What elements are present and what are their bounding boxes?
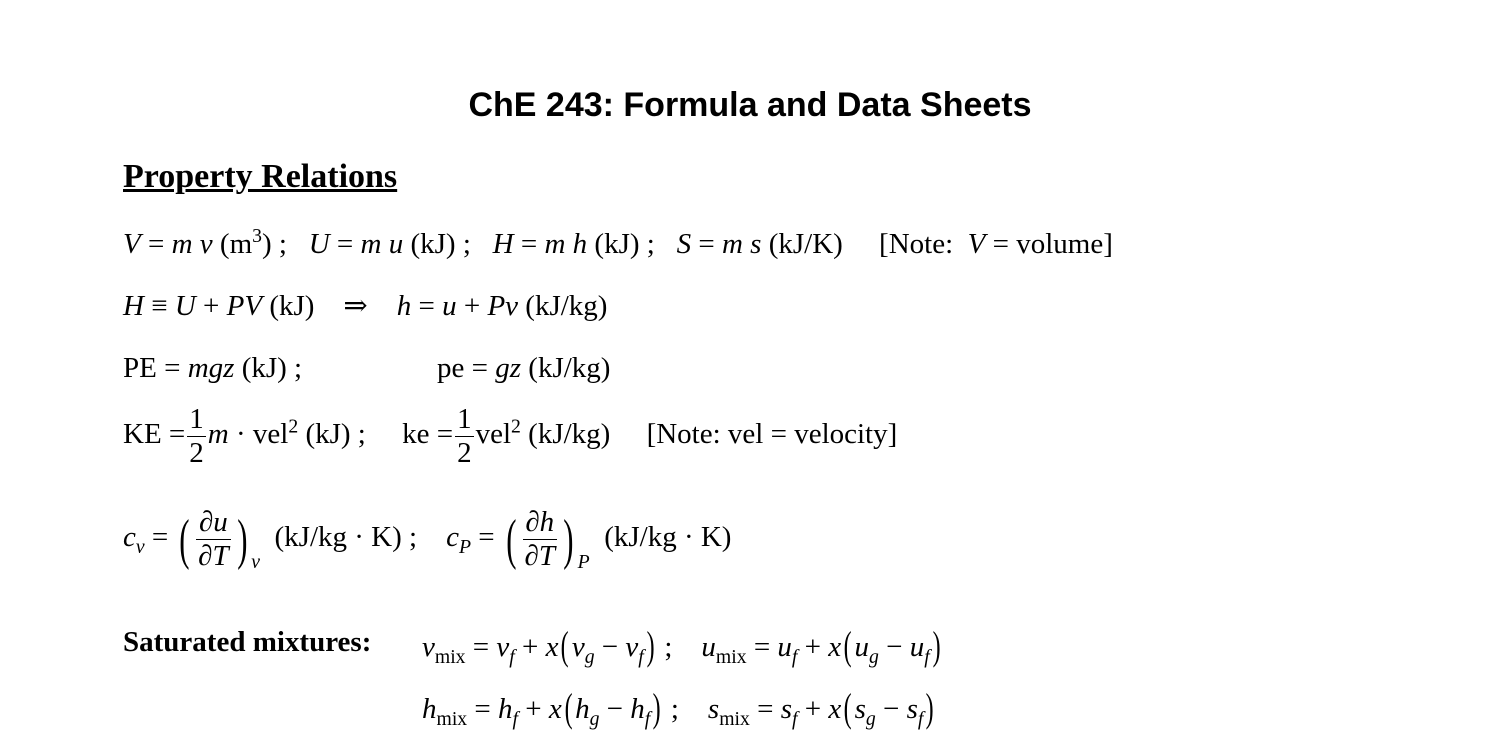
cp-unit: (kJ/kg · K) bbox=[604, 521, 732, 554]
s-unit: (kJ/K) bbox=[768, 228, 843, 260]
note-open: [Note: bbox=[879, 228, 954, 260]
one-half-fraction: $\frac{1}{2}$ bbox=[189, 403, 204, 469]
equation-kinetic-energy: KE = $\frac{1}{2}$ m · vel$^2$ (kJ) ; ke = $\frac{1}{2}$ vel$^2$ (kJ/kg) [Note: vel = velocity] bbox=[123, 403, 898, 469]
note-velocity: [Note: vel = velocity] bbox=[646, 418, 898, 451]
enthalpy-unit: (kJ) bbox=[269, 290, 315, 322]
cv-unit: (kJ/kg · K) ; bbox=[274, 521, 418, 554]
specific-enthalpy-unit: (kJ/kg) bbox=[525, 290, 608, 322]
equation-potential-energy: PE = mgz (kJ) ; bbox=[123, 352, 303, 384]
note-volume: = volume] bbox=[992, 228, 1113, 260]
equation-mixture-v-u: $v_{mix} = v_f + x(v_g - v_f)$ ; $u_{mix} = u_f + x(u_g - u_f)$ bbox=[422, 623, 941, 668]
section-heading: Property Relations bbox=[123, 158, 398, 195]
equation-extensive-properties: V = m v $(m^3)$ ; U = m u (kJ) ; H = m h (kJ) ; S = m s (kJ/K) [Note: V = volume] bbox=[123, 225, 1113, 260]
u-unit: (kJ) ; bbox=[410, 228, 471, 260]
page-title: ChE 243: Formula and Data Sheets bbox=[468, 86, 1032, 124]
ke-small-unit: (kJ/kg) bbox=[528, 418, 611, 451]
pe-small-unit: (kJ/kg) bbox=[528, 352, 611, 384]
equation-heat-capacities: $c_v$ = ( $\frac{\partial u}{\partial T}$ ) $_v$ (kJ/kg · K) ; $c_P$ = ( $\frac{\partial h}{\partial T}$ ) $_P$ (kJ/kg · K) bbox=[123, 506, 732, 573]
h-unit: (kJ) ; bbox=[594, 228, 655, 260]
equation-mixture-h-s: $h_{mix} = h_f + x(h_g - h_f)$ ; $s_{mix} = s_f + x(s_g - s_f)$ bbox=[422, 685, 935, 730]
implies-arrow: ⇒ bbox=[343, 290, 368, 322]
equation-specific-potential-energy: pe = gz (kJ/kg) bbox=[437, 352, 611, 384]
ke-label: KE bbox=[123, 418, 162, 451]
ke-unit: (kJ) ; bbox=[305, 418, 366, 451]
pe-unit: (kJ) ; bbox=[241, 352, 303, 384]
vel-symbol: vel bbox=[252, 418, 289, 451]
equation-enthalpy: H ≡ U + PV (kJ) ⇒ h = u + Pv (kJ/kg) bbox=[123, 290, 608, 322]
ke-small-label: ke bbox=[402, 418, 430, 451]
vel-symbol-2: vel bbox=[475, 418, 512, 451]
one-half-fraction-2: $\frac{1}{2}$ bbox=[457, 403, 472, 469]
pe-small-label: pe bbox=[437, 352, 465, 384]
saturated-mixtures-label: Saturated mixtures: bbox=[123, 626, 372, 658]
pe-label: PE bbox=[123, 352, 157, 384]
